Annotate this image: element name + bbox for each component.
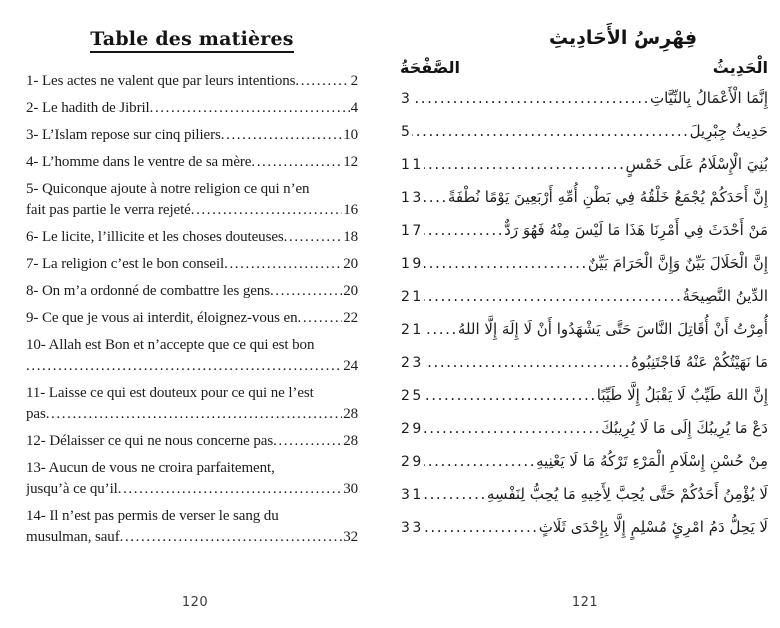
hadith-entry	[400, 82, 768, 115]
leader-dots	[424, 247, 588, 280]
toc-entry-text: jusqu’à ce qu’il	[26, 481, 118, 497]
leader-dots	[295, 71, 349, 92]
toc-entry-line	[26, 404, 358, 425]
leader-dots	[424, 379, 597, 412]
index-column-headers	[400, 56, 768, 80]
leader-dots	[46, 404, 342, 425]
toc-entry	[26, 383, 358, 425]
toc-entry-line	[26, 227, 358, 248]
toc-entry-line: 14- Il n’est pas permis de verser le sang du	[26, 508, 279, 524]
hadith-entry	[400, 280, 768, 313]
hadith-page-number: 29	[401, 454, 424, 470]
hadith-page-number: 5	[401, 124, 413, 140]
hadith-page-number: 21	[401, 322, 424, 338]
toc-entry-line	[26, 431, 358, 452]
toc-entry-line	[26, 281, 358, 302]
toc-entry-line	[26, 527, 358, 548]
page-right	[390, 0, 780, 628]
leader-dots	[26, 356, 342, 377]
hadith-entry	[400, 247, 768, 280]
toc-list	[26, 71, 358, 548]
toc-entry-text: fait pas partie le verra rejeté	[26, 202, 191, 218]
hadith-text: إِنَّمَا الْأَعْمَالُ بِالنِّيَّاتِ	[650, 89, 768, 107]
leader-dots	[424, 214, 504, 247]
leader-dots	[297, 308, 342, 329]
toc-entry-line	[26, 71, 358, 92]
toc-entry-page-number: 28	[343, 406, 358, 422]
toc-entry	[26, 431, 358, 452]
toc-entry	[26, 125, 358, 146]
hadith-text: مِنْ حُسْنِ إِسْلَامِ الْمَرْءِ تَرْكُهُ مَا لَا يَعْنِيهِ	[536, 452, 768, 470]
hadith-text: بُنِيَ الْإِسْلَامُ عَلَى خَمْسٍ	[625, 155, 768, 173]
hadith-entry	[400, 346, 768, 379]
toc-entry-text: 7- La religion c’est le bon conseil	[26, 256, 225, 272]
toc-entry-line	[26, 152, 358, 173]
leader-dots	[284, 227, 343, 248]
leader-dots	[270, 281, 342, 302]
toc-entry-line: 13- Aucun de vous ne croira parfaitement,	[26, 460, 275, 476]
page-column-header: الصَّفْحَةُ	[400, 58, 461, 77]
toc-entry-page-number: 28	[343, 433, 358, 449]
hadith-text: مَنْ أَحْدَثَ فِي أَمْرِنَا هَذَا مَا لَيْسَ مِنْهُ فَهُوَ رَدٌّ	[504, 221, 768, 239]
toc-entry-text: musulman, sauf	[26, 529, 120, 545]
leader-dots	[273, 431, 342, 452]
toc-entry	[26, 71, 358, 92]
leader-dots	[120, 527, 343, 548]
left-page-title: Table des matières	[90, 28, 293, 53]
leader-dots	[224, 254, 342, 275]
toc-entry-text: 6- Le licite, l’illicite et les choses douteuses	[26, 229, 284, 245]
hadith-entry	[400, 214, 768, 247]
toc-entry-line: 5- Quiconque ajoute à notre religion ce qui n’en	[26, 181, 310, 197]
toc-entry-line	[26, 125, 358, 146]
toc-entry-line: 11- Laisse ce qui est douteux pour ce qui ne l’est	[26, 385, 314, 401]
toc-entry-page-number: 30	[343, 481, 358, 497]
hadith-column-header: الْحَدِيثُ	[712, 58, 768, 77]
toc-entry-line	[26, 479, 358, 500]
toc-entry-text: 4- L’homme dans le ventre de sa mère	[26, 154, 252, 170]
leader-dots	[424, 346, 631, 379]
left-page-title-row	[26, 26, 358, 54]
hadith-page-number: 23	[401, 355, 424, 371]
hadith-text: لَا يَحِلُّ دَمُ امْرِئٍ مُسْلِمٍ إِلَّا بِإِحْدَى ثَلَاثٍ	[538, 518, 768, 536]
hadith-index-list	[400, 82, 768, 544]
hadith-entry	[400, 115, 768, 148]
toc-entry-page-number: 10	[343, 127, 358, 143]
toc-entry-text: 1- Les actes ne valent que par leurs intentions	[26, 73, 296, 89]
toc-entry-text: 3- L’Islam repose sur cinq piliers	[26, 127, 221, 143]
hadith-entry	[400, 313, 768, 346]
hadith-entry	[400, 181, 768, 214]
leader-dots	[424, 280, 683, 313]
hadith-text: إِنَّ أَحَدَكُمْ يُجْمَعُ خَلْقُهُ فِي بَطْنِ أُمِّهِ أَرْبَعِينَ يَوْمًا نُطْفَةً	[447, 188, 768, 206]
hadith-page-number: 33	[401, 520, 424, 536]
hadith-page-number: 13	[401, 190, 424, 206]
hadith-page-number: 11	[401, 157, 424, 173]
hadith-entry	[400, 511, 768, 544]
leader-dots	[412, 115, 689, 148]
leader-dots	[424, 478, 487, 511]
toc-entry-text: 2- Le hadith de Jibril	[26, 100, 150, 116]
hadith-text: الدِّينُ النَّصِيحَةُ	[682, 287, 768, 305]
toc-entry-page-number: 20	[343, 283, 358, 299]
leader-dots	[424, 511, 539, 544]
hadith-text: إِنَّ الْحَلَالَ بَيِّنٌ وَإِنَّ الْحَرَامَ بَيِّنٌ	[587, 254, 768, 272]
toc-entry	[26, 281, 358, 302]
leader-dots	[424, 313, 458, 346]
toc-entry	[26, 98, 358, 119]
hadith-page-number: 21	[401, 289, 424, 305]
hadith-text: دَعْ مَا يُرِيبُكَ إِلَى مَا لَا يُرِيبُكَ	[601, 419, 768, 437]
hadith-page-number: 29	[401, 421, 424, 437]
toc-entry-page-number: 18	[343, 229, 358, 245]
toc-entry	[26, 152, 358, 173]
hadith-text: مَا نَهَيْتُكُمْ عَنْهُ فَاجْتَنِبُوهُ	[630, 353, 768, 371]
page-number-left: 120	[181, 595, 209, 610]
toc-entry-page-number: 22	[343, 310, 358, 326]
toc-entry	[26, 254, 358, 275]
toc-entry	[26, 227, 358, 248]
toc-entry	[26, 335, 358, 377]
toc-entry	[26, 506, 358, 548]
toc-entry-text: pas	[26, 406, 46, 422]
leader-dots	[118, 479, 342, 500]
hadith-entry	[400, 379, 768, 412]
hadith-page-number: 3	[401, 91, 413, 107]
hadith-entry	[400, 412, 768, 445]
hadith-text: حَدِيثُ جِبْرِيلَ	[689, 122, 768, 140]
hadith-text: لَا يُؤْمِنُ أَحَدُكُمْ حَتَّى يُحِبَّ لِأَخِيهِ مَا يُحِبُّ لِنَفْسِهِ	[486, 485, 768, 503]
leader-dots	[221, 125, 342, 146]
leader-dots	[424, 445, 536, 478]
toc-entry-page-number: 24	[343, 358, 358, 374]
toc-entry-page-number: 12	[343, 154, 358, 170]
toc-entry-text: 12- Délaisser ce qui ne nous concerne pas	[26, 433, 274, 449]
toc-entry-line: 10- Allah est Bon et n’accepte que ce qui est bon	[26, 337, 315, 353]
right-page-title: فِهْرِسُ الأَحَادِيثِ	[548, 27, 698, 49]
toc-entry-line	[26, 308, 358, 329]
toc-entry-page-number: 32	[343, 529, 358, 545]
toc-entry-page-number: 20	[343, 256, 358, 272]
hadith-text: أُمِرْتُ أَنْ أُقَاتِلَ النَّاسَ حَتَّى يَشْهَدُوا أَنْ لَا إِلَهَ إِلَّا اللهُ	[457, 320, 768, 338]
leader-dots	[424, 181, 448, 214]
leader-dots	[191, 200, 342, 221]
toc-entry-line	[26, 356, 358, 377]
toc-entry-line	[26, 98, 358, 119]
hadith-page-number: 31	[401, 487, 424, 503]
page-number-right: 121	[571, 595, 599, 610]
leader-dots	[150, 98, 350, 119]
toc-entry-page-number: 4	[350, 100, 358, 116]
leader-dots	[424, 412, 601, 445]
hadith-entry	[400, 445, 768, 478]
toc-entry	[26, 308, 358, 329]
hadith-page-number: 25	[401, 388, 424, 404]
toc-entry	[26, 179, 358, 221]
toc-entry-line	[26, 200, 358, 221]
leader-dots	[424, 148, 626, 181]
hadith-entry	[400, 478, 768, 511]
toc-entry-page-number: 16	[343, 202, 358, 218]
hadith-entry	[400, 148, 768, 181]
toc-entry-line	[26, 254, 358, 275]
toc-entry	[26, 458, 358, 500]
toc-entry-page-number: 2	[350, 73, 358, 89]
toc-entry-text: 9- Ce que je vous ai interdit, éloignez-vous en	[26, 310, 298, 326]
hadith-page-number: 17	[401, 223, 424, 239]
hadith-text: إِنَّ اللهَ طَيِّبٌ لَا يَقْبَلُ إِلَّا طَيِّبًا	[596, 386, 768, 404]
hadith-page-number: 19	[401, 256, 424, 272]
toc-entry-text: 8- On m’a ordonné de combattre les gens	[26, 283, 270, 299]
leader-dots	[251, 152, 342, 173]
leader-dots	[412, 82, 650, 115]
